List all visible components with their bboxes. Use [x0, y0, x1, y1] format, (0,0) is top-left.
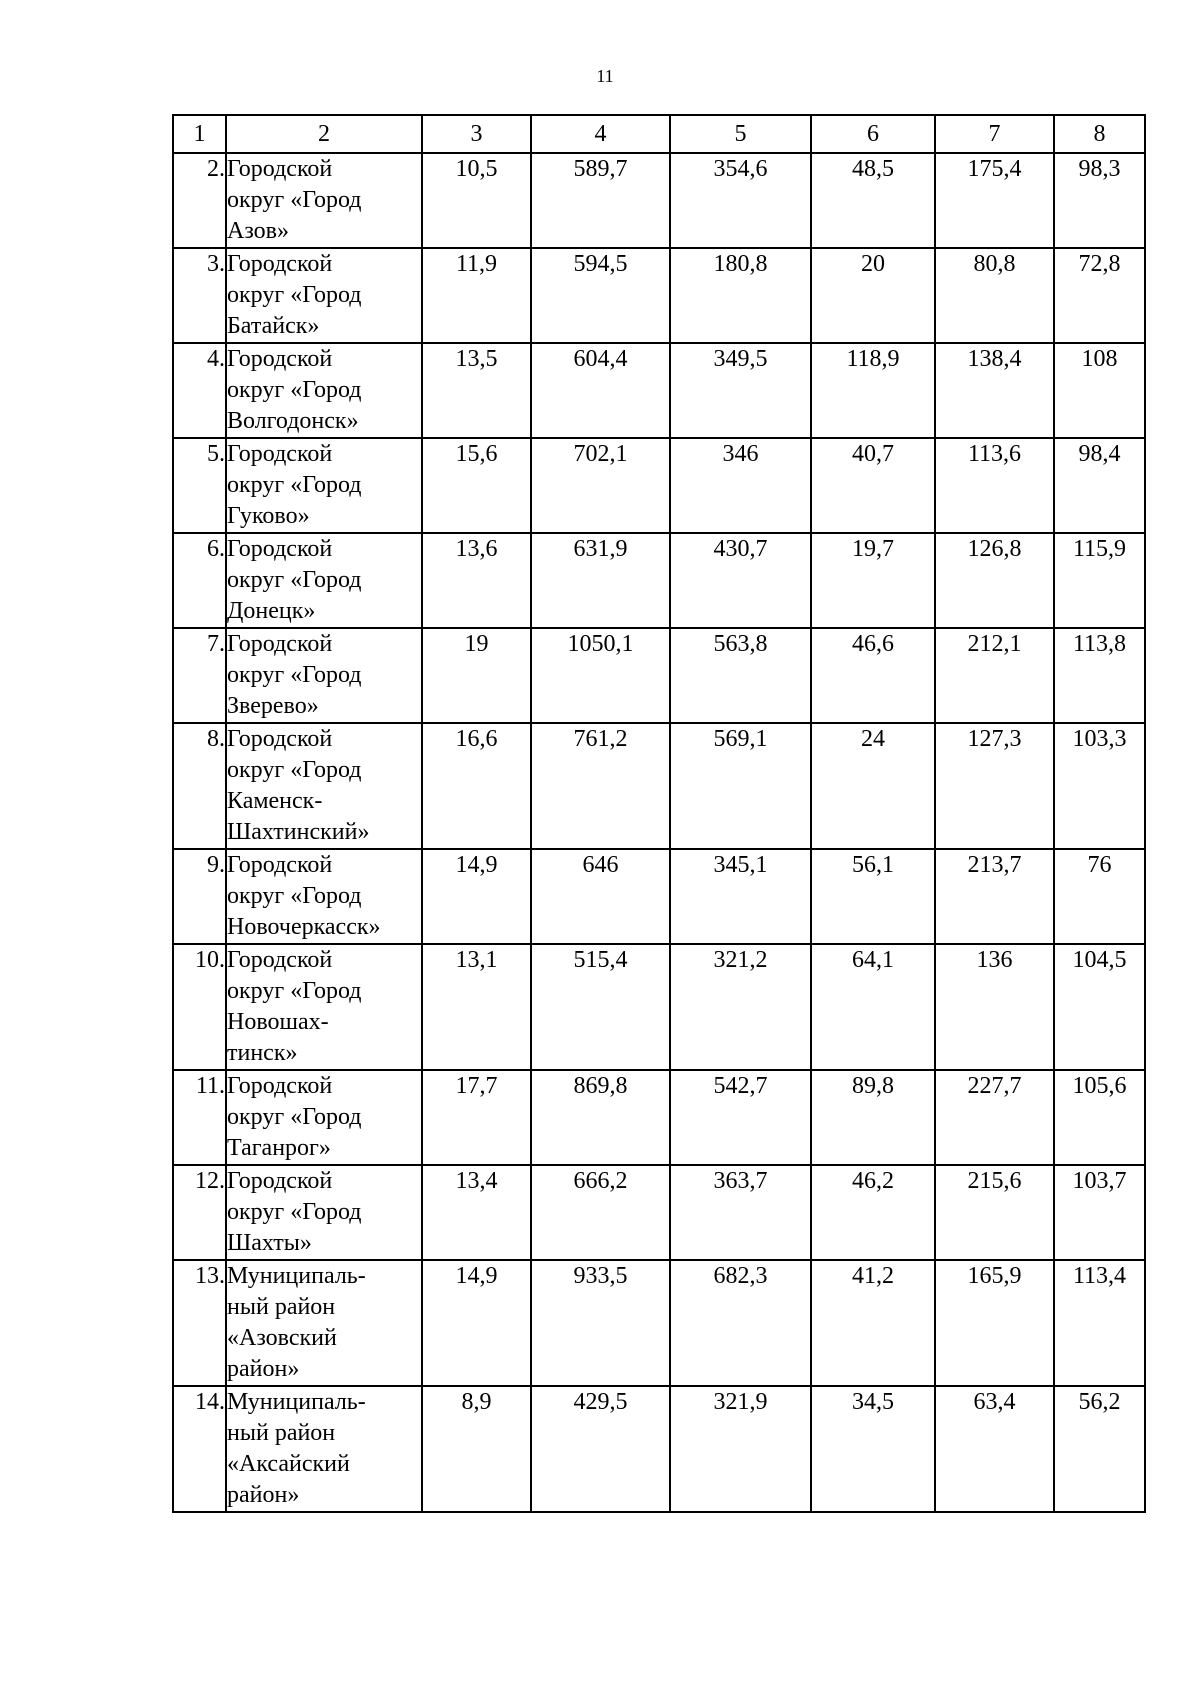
municipality-name-line: Городской [227, 156, 333, 182]
municipality-name-cell [226, 438, 422, 533]
table-row [173, 343, 1145, 438]
value-cell-col5: 542,7 [670, 1070, 811, 1165]
value-cell-col6: 40,7 [811, 438, 935, 533]
value-cell-col5: 563,8 [670, 628, 811, 723]
value-cell-col6: 56,1 [811, 849, 935, 944]
municipality-name-line: Батайск» [227, 313, 320, 339]
table-row [173, 1260, 1145, 1386]
value-cell-col6: 46,2 [811, 1165, 935, 1260]
municipality-name-line: округ «Город [227, 662, 362, 688]
row-number-cell: 14. [173, 1386, 226, 1512]
municipality-name-line: округ «Город [227, 472, 362, 498]
municipality-name-line: округ «Город [227, 282, 362, 308]
table-row [173, 1070, 1145, 1165]
value-cell-col4: 702,1 [531, 438, 670, 533]
municipality-name-line: округ «Город [227, 377, 362, 403]
municipality-name-line: округ «Город [227, 883, 362, 909]
municipality-name-cell [226, 153, 422, 248]
municipality-name-line: Таганрог» [227, 1135, 331, 1161]
municipality-name-line: округ «Город [227, 1104, 362, 1130]
value-cell-col3: 10,5 [422, 153, 531, 248]
value-cell-col7: 165,9 [935, 1260, 1054, 1386]
table-row [173, 628, 1145, 723]
value-cell-col8: 103,3 [1054, 723, 1145, 849]
value-cell-col8: 98,4 [1054, 438, 1145, 533]
municipality-name-cell [226, 1165, 422, 1260]
value-cell-col8: 56,2 [1054, 1386, 1145, 1512]
value-cell-col4: 631,9 [531, 533, 670, 628]
value-cell-col5: 321,9 [670, 1386, 811, 1512]
header-cell: 4 [531, 115, 670, 153]
value-cell-col8: 104,5 [1054, 944, 1145, 1070]
row-number-cell: 13. [173, 1260, 226, 1386]
value-cell-col3: 8,9 [422, 1386, 531, 1512]
value-cell-col6: 48,5 [811, 153, 935, 248]
municipality-name-cell [226, 1260, 422, 1386]
municipality-name-cell [226, 849, 422, 944]
table-row [173, 533, 1145, 628]
municipality-name-line: Донецк» [227, 598, 316, 624]
value-cell-col7: 215,6 [935, 1165, 1054, 1260]
municipality-name-cell [226, 1386, 422, 1512]
header-cell: 8 [1054, 115, 1145, 153]
value-cell-col3: 14,9 [422, 849, 531, 944]
value-cell-col4: 589,7 [531, 153, 670, 248]
municipality-name-line: округ «Город [227, 567, 362, 593]
municipality-name-line: Каменск- [227, 788, 323, 814]
value-cell-col7: 80,8 [935, 248, 1054, 343]
value-cell-col8: 98,3 [1054, 153, 1145, 248]
municipality-name-line: Шахтинский» [227, 819, 370, 845]
value-cell-col4: 646 [531, 849, 670, 944]
value-cell-col5: 321,2 [670, 944, 811, 1070]
municipality-name-line: Шахты» [227, 1230, 312, 1256]
municipality-name-line: тинск» [227, 1040, 298, 1066]
value-cell-col7: 113,6 [935, 438, 1054, 533]
table-row [173, 248, 1145, 343]
value-cell-col6: 34,5 [811, 1386, 935, 1512]
municipality-name-line: Городской [227, 346, 333, 372]
value-cell-col5: 349,5 [670, 343, 811, 438]
value-cell-col3: 13,4 [422, 1165, 531, 1260]
header-cell: 5 [670, 115, 811, 153]
header-cell: 2 [226, 115, 422, 153]
table-row [173, 1386, 1145, 1512]
header-cell: 7 [935, 115, 1054, 153]
municipality-name-line: ный район [227, 1294, 336, 1320]
value-cell-col7: 227,7 [935, 1070, 1054, 1165]
value-cell-col7: 63,4 [935, 1386, 1054, 1512]
municipality-name-line: округ «Город [227, 187, 362, 213]
row-number-cell: 6. [173, 533, 226, 628]
municipality-name-line: Зверево» [227, 693, 319, 719]
value-cell-col5: 346 [670, 438, 811, 533]
municipality-name-line: Новочеркасск» [227, 914, 381, 940]
table-row [173, 944, 1145, 1070]
municipality-name-line: «Аксайский [227, 1451, 350, 1477]
value-cell-col6: 89,8 [811, 1070, 935, 1165]
value-cell-col3: 13,6 [422, 533, 531, 628]
value-cell-col4: 666,2 [531, 1165, 670, 1260]
value-cell-col7: 126,8 [935, 533, 1054, 628]
value-cell-col5: 430,7 [670, 533, 811, 628]
value-cell-col3: 19 [422, 628, 531, 723]
table-row [173, 438, 1145, 533]
header-cell: 3 [422, 115, 531, 153]
value-cell-col7: 175,4 [935, 153, 1054, 248]
municipality-name-line: округ «Город [227, 757, 362, 783]
value-cell-col3: 15,6 [422, 438, 531, 533]
municipality-name-cell [226, 533, 422, 628]
value-cell-col5: 180,8 [670, 248, 811, 343]
row-number-cell: 2. [173, 153, 226, 248]
row-number-cell: 9. [173, 849, 226, 944]
value-cell-col8: 113,4 [1054, 1260, 1145, 1386]
municipality-name-cell [226, 1070, 422, 1165]
municipality-name-line: Муниципаль- [227, 1389, 366, 1415]
value-cell-col3: 14,9 [422, 1260, 531, 1386]
value-cell-col6: 46,6 [811, 628, 935, 723]
table-row [173, 1165, 1145, 1260]
municipality-name-cell [226, 723, 422, 849]
municipality-name-line: Новошах- [227, 1009, 329, 1035]
row-number-cell: 3. [173, 248, 226, 343]
municipality-name-line: Гуково» [227, 503, 310, 529]
municipality-name-cell [226, 628, 422, 723]
row-number-cell: 4. [173, 343, 226, 438]
value-cell-col8: 103,7 [1054, 1165, 1145, 1260]
value-cell-col5: 354,6 [670, 153, 811, 248]
row-number-cell: 7. [173, 628, 226, 723]
value-cell-col3: 11,9 [422, 248, 531, 343]
value-cell-col3: 17,7 [422, 1070, 531, 1165]
value-cell-col7: 213,7 [935, 849, 1054, 944]
value-cell-col6: 64,1 [811, 944, 935, 1070]
municipality-name-cell [226, 944, 422, 1070]
municipality-name-line: район» [227, 1482, 300, 1508]
table-row [173, 849, 1145, 944]
value-cell-col4: 429,5 [531, 1386, 670, 1512]
municipality-name-line: район» [227, 1356, 300, 1382]
value-cell-col4: 1050,1 [531, 628, 670, 723]
value-cell-col4: 869,8 [531, 1070, 670, 1165]
value-cell-col5: 363,7 [670, 1165, 811, 1260]
table-body [173, 153, 1145, 1512]
row-number-cell: 11. [173, 1070, 226, 1165]
value-cell-col8: 105,6 [1054, 1070, 1145, 1165]
value-cell-col8: 113,8 [1054, 628, 1145, 723]
row-number-cell: 5. [173, 438, 226, 533]
municipality-name-line: округ «Город [227, 978, 362, 1004]
value-cell-col6: 118,9 [811, 343, 935, 438]
municipality-name-line: округ «Город [227, 1199, 362, 1225]
municipality-name-line: ный район [227, 1420, 336, 1446]
header-cell: 1 [173, 115, 226, 153]
value-cell-col4: 515,4 [531, 944, 670, 1070]
value-cell-col8: 115,9 [1054, 533, 1145, 628]
value-cell-col5: 569,1 [670, 723, 811, 849]
page-number: 11 [596, 66, 614, 86]
value-cell-col7: 127,3 [935, 723, 1054, 849]
value-cell-col6: 24 [811, 723, 935, 849]
value-cell-col5: 682,3 [670, 1260, 811, 1386]
header-cell: 6 [811, 115, 935, 153]
row-number-cell: 8. [173, 723, 226, 849]
municipality-name-line: «Азовский [227, 1325, 337, 1351]
value-cell-col4: 604,4 [531, 343, 670, 438]
municipality-name-line: Городской [227, 726, 333, 752]
table-row [173, 153, 1145, 248]
value-cell-col8: 108 [1054, 343, 1145, 438]
municipality-name-line: Городской [227, 947, 333, 973]
data-table [172, 114, 1146, 1513]
municipality-name-line: Городской [227, 631, 333, 657]
value-cell-col4: 761,2 [531, 723, 670, 849]
value-cell-col7: 212,1 [935, 628, 1054, 723]
value-cell-col7: 138,4 [935, 343, 1054, 438]
row-number-cell: 10. [173, 944, 226, 1070]
municipality-name-line: Городской [227, 1168, 333, 1194]
value-cell-col3: 13,1 [422, 944, 531, 1070]
municipality-name-line: Городской [227, 1073, 333, 1099]
value-cell-col7: 136 [935, 944, 1054, 1070]
municipality-name-line: Городской [227, 441, 333, 467]
value-cell-col3: 13,5 [422, 343, 531, 438]
municipality-name-line: Волгодонск» [227, 408, 359, 434]
value-cell-col6: 19,7 [811, 533, 935, 628]
value-cell-col3: 16,6 [422, 723, 531, 849]
value-cell-col4: 594,5 [531, 248, 670, 343]
value-cell-col8: 76 [1054, 849, 1145, 944]
value-cell-col6: 41,2 [811, 1260, 935, 1386]
municipality-name-line: Городской [227, 251, 333, 277]
value-cell-col5: 345,1 [670, 849, 811, 944]
value-cell-col4: 933,5 [531, 1260, 670, 1386]
value-cell-col6: 20 [811, 248, 935, 343]
municipality-name-line: Городской [227, 536, 333, 562]
table-row [173, 723, 1145, 849]
municipality-name-line: Городской [227, 852, 333, 878]
header-row [173, 115, 1145, 153]
value-cell-col8: 72,8 [1054, 248, 1145, 343]
municipality-name-line: Муниципаль- [227, 1263, 366, 1289]
row-number-cell: 12. [173, 1165, 226, 1260]
municipality-name-line: Азов» [227, 218, 290, 244]
municipality-name-cell [226, 248, 422, 343]
municipality-name-cell [226, 343, 422, 438]
